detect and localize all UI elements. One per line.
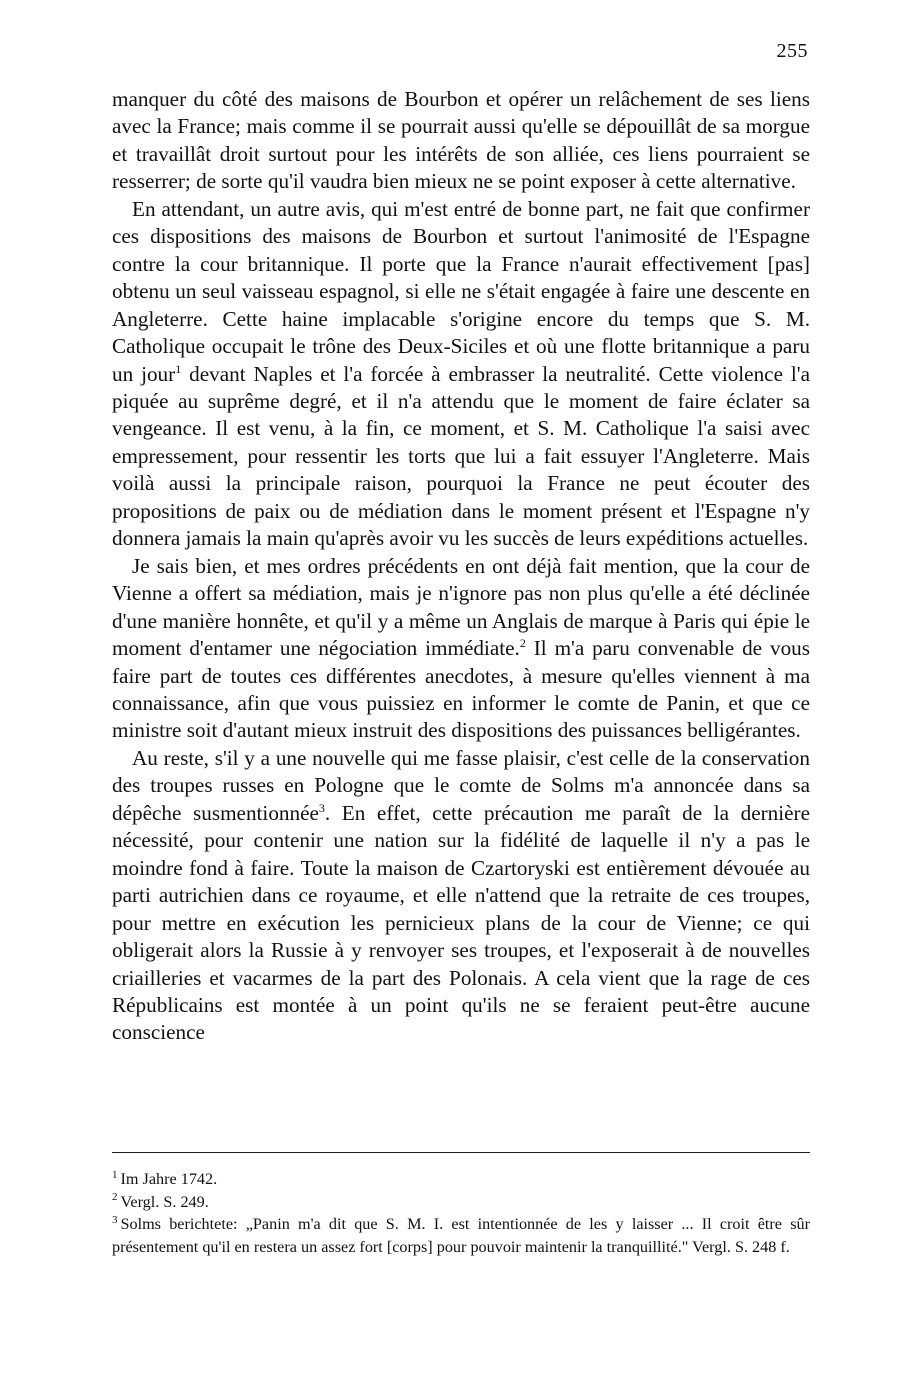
footnote [112,1213,810,1258]
paragraph-text: devant Naples et l'a forcée à embrasser la neutralité. Cette violence l'a piquée au suprême degré, et il n'a attendu que le moment de faire éclater sa vengeance. Il est venu, à la fin, ce moment, et S. M. Catholique l'a saisi avec empressement, pour ressentir les torts que lui a fait essuyer l'Angleterre. Mais voilà aussi la principale raison, pourquoi la France ne peut écouter des propositions de paix ou de médiation dans le moment présent et l'Espagne n'y donnera jamais la main qu'après avoir vu les succès de leurs expéditions actuelles. [112,361,810,551]
body-text [112,86,810,1047]
footnote-reference: 3 [318,800,325,815]
footnote-number: 3 [112,1213,118,1226]
footnote-rule [112,1152,810,1153]
footnote-number: 2 [112,1191,118,1204]
paragraph [112,196,810,553]
paragraph-text: . En effet, cette précaution me paraît de la dernière nécessité, pour contenir une nation sur la fidélité de laquelle il n'y a pas le moindre fond à faire. Toute la maison de Czartoryski est entièrement dévouée au parti autrichien dans ce royaume, et elle n'attend que la retraite de ces troupes, pour mettre en exécution les pernicieux plans de la cour de Vienne; ce qui obligerait alors la Russie à y renvoyer ses troupes, et l'exposerait à de nouvelles criailleries et vacarmes de la part des Polonais. A cela vient que la rage de ces Républicains est montée à un point qu'ils ne se feraient peut-être aucune conscience [112,800,810,1045]
paragraph-text: Je sais bien, et mes ordres précédents en ont déjà fait mention, que la cour de Vienne a offert sa médiation, mais je n'ignore pas non plus qu'elle a été déclinée d'une manière honnête, et qu'il y a même un Anglais de marque à Paris qui épie le moment d'entamer une négociation immédiate. [112,553,810,661]
footnote-reference: 2 [519,636,526,650]
footnote [112,1168,810,1191]
paragraph-text: manquer du côté des maisons de Bourbon et opérer un relâchement de ses liens avec la France; mais comme il se pourrait aussi qu'elle se dépouillât de sa morgue et travaillât droit surtout pour les intérêts de son alliée, ces liens pourraient se resserrer; de sorte qu'il vaudra bien mieux ne se point exposer à cette alternative. [112,87,810,194]
footnote [112,1191,810,1214]
paragraph-text: En attendant, un autre avis, qui m'est entré de bonne part, ne fait que confirmer ces dispositions des maisons de Bourbon et surtout l'animosité de l'Espagne contre la cour britannique. Il porte que la France n'aurait effectivement [pas] obtenu un seul vaisseau espagnol, si elle ne s'était engagée à faire une descente en Angleterre. Cette haine implacable s'origine encore du temps que S. M. Catholique occupait le trône des Deux-Siciles et où une flotte britannique a paru un jour [112,196,810,386]
paragraph [112,553,810,745]
paragraph [112,86,810,196]
footnote-text: Vergl. S. 249. [120,1192,209,1211]
footnote-text: Im Jahre 1742. [120,1170,218,1188]
page-number: 255 [776,40,808,62]
paragraph-text: Au reste, s'il y a une nouvelle qui me fasse plaisir, c'est celle de la conservation des troupes russes en Pologne que le comte de Solms m'a annoncée dans sa dépêche susmentionnée [112,745,810,825]
paragraph [112,745,810,1047]
footnotes [112,1168,810,1258]
footnote-text: Solms berichtete: „Panin m'a dit que S. M. I. est intentionnée de les y laisser ... Il croit être sûr présentement qu'il en restera un assez fort [corps] pour pouvoir maintenir la tranquillité." Vergl. S. 248 f. [112,1215,810,1256]
footnote-number: 1 [112,1168,118,1181]
paragraph-text: Il m'a paru convenable de vous faire part de toutes ces différentes anecdotes, à mesure qu'elles viennent à ma connaissance, afin que vous puissiez en informer le comte de Panin, et que ce ministre soit d'autant mieux instruit des dispositions des puissances belligérantes. [112,636,810,743]
footnote-reference: 1 [175,361,182,376]
